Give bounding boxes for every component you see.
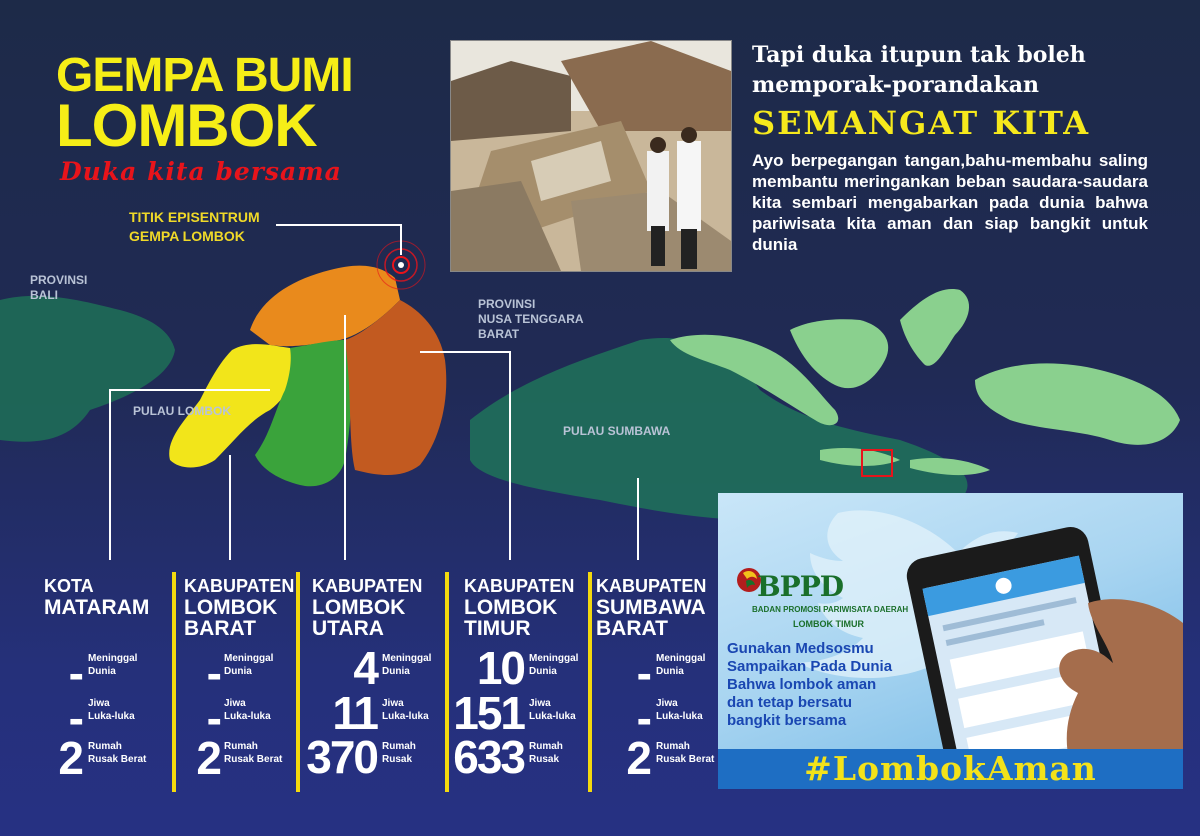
stat-label: Meninggal Dunia [529,653,579,677]
headline-line-2: memporak-porandakan [752,72,1039,98]
stat-rumah: 2 [196,732,220,784]
earthquake-damage-photo [450,40,732,272]
stat-luka: 151 [453,687,524,739]
headline-line-1: Tapi duka itupun tak boleh [752,42,1086,68]
region-header-mataram: KOTA MATARAM [44,576,150,619]
stat-luka: - [68,692,82,744]
stat-meninggal: 10 [476,642,524,694]
stat-label: Jiwa Luka-luka [529,698,576,722]
stat-rumah: 2 [58,732,82,784]
stat-meninggal: - [636,647,650,699]
stat-label: Rumah Rusak [382,741,416,765]
stat-label: Rumah Rusak Berat [656,741,715,765]
stat-meninggal: 4 [353,642,377,694]
bppd-logo-text: BPPD [757,570,844,603]
hashtag-banner: #LombokAman [718,749,1183,789]
message-body: Ayo berpegangan tangan,bahu-membahu saling membantu meringankan beban saudara-saudara kita sembari mengabarkan pada dunia bahwa pariwisata kita aman dan siap bangkit untuk dunia [752,151,1148,254]
stat-meninggal: - [206,647,220,699]
stat-label: Meninggal Dunia [224,653,274,677]
stat-label: Meninggal Dunia [656,653,706,677]
stat-rumah: 633 [453,731,524,783]
stat-label: Jiwa Luka-luka [88,698,135,722]
stat-luka: - [636,692,650,744]
divider [172,572,176,792]
stat-label: Rumah Rusak Berat [88,741,147,765]
bppd-region: LOMBOK TIMUR [793,619,864,629]
title-line-1: GEMPA BUMI [56,49,353,102]
label-pulau-lombok: PULAU LOMBOK [133,404,231,418]
epicenter-label: TITIK EPISENTRUM GEMPA LOMBOK [129,209,260,244]
bppd-subtitle: BADAN PROMOSI PARIWISATA DAERAH [752,605,909,614]
stat-label: Meninggal Dunia [88,653,138,677]
semangat-kita-heading: SEMANGAT KITA [752,104,1091,142]
stat-luka: - [206,692,220,744]
stat-meninggal: - [68,647,82,699]
stat-luka: 11 [332,687,377,739]
stat-label: Meninggal Dunia [382,653,432,677]
subtitle: Duka kita bersama [60,157,342,186]
stat-rumah: 2 [626,732,650,784]
region-header-lombok-timur: KABUPATEN LOMBOK TIMUR [464,576,575,640]
region-header-lombok-utara: KABUPATEN LOMBOK UTARA [312,576,423,640]
stat-label: Jiwa Luka-luka [224,698,271,722]
stat-label: Rumah Rusak [529,741,563,765]
label-bali: PROVINSI BALI [30,273,88,302]
promo-message: Gunakan Medsosmu Sampaikan Pada Dunia Bahwa lombok aman dan tetap bersatu bangkit bersama [727,640,893,729]
divider [296,572,300,792]
title-line-2: LOMBOK [56,92,317,159]
bali-island [0,296,175,442]
region-header-lombok-barat: KABUPATEN LOMBOK BARAT [184,576,295,640]
region-header-sumbawa-barat: KABUPATEN SUMBAWA BARAT [596,576,707,640]
divider [588,572,592,792]
stat-rumah: 370 [306,731,377,783]
stat-label: Rumah Rusak Berat [224,741,283,765]
label-ntb: PROVINSI NUSA TENGGARA BARAT [478,297,584,341]
label-pulau-sumbawa: PULAU SUMBAWA [563,424,671,438]
stat-label: Jiwa Luka-luka [382,698,429,722]
stat-label: Jiwa Luka-luka [656,698,703,722]
divider [445,572,449,792]
